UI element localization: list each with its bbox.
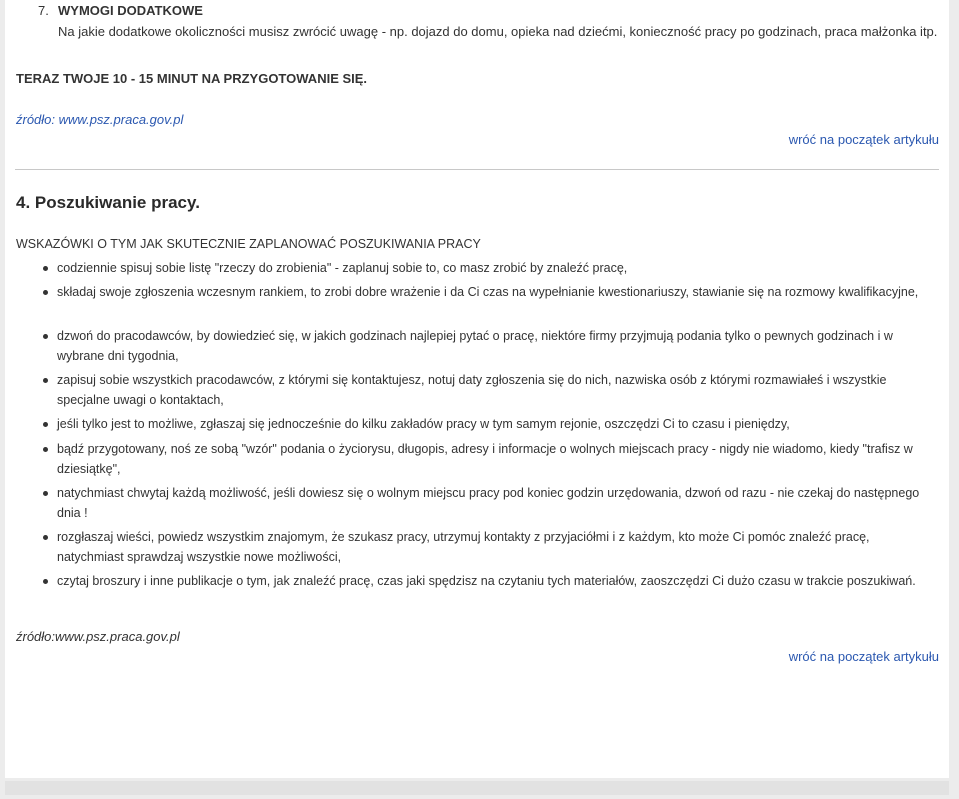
list-item — [57, 258, 927, 278]
bullet-icon — [43, 334, 48, 339]
section-divider — [15, 169, 939, 170]
tip-text: dzwoń do pracodawców, by dowiedzieć się, w jakich godzinach najlepiej pytać o pracę, niektóre firmy przyjmują podania tylko o pewnych godzinach i w wybrane dni tygodnia, — [57, 329, 893, 363]
list-number: 7. — [38, 3, 49, 18]
bullet-icon — [43, 447, 48, 452]
list-item — [57, 571, 927, 591]
tip-text: rozgłaszaj wieści, powiedz wszystkim znajomym, że szukasz pracy, utrzymuj kontakty z przyjaciółmi i z każdym, kto może Ci pomóc znaleźć pracę, natychmiast sprawdzaj wszystkie nowe możliwości, — [57, 530, 870, 564]
tip-text: jeśli tylko jest to możliwe, zgłaszaj się jednocześnie do kilku zakładów pracy w tym samym rejonie, oszczędzi Ci to czasu i pieniędzy, — [57, 417, 790, 431]
tip-text: składaj swoje zgłoszenia wczesnym rankiem, to zrobi dobre wrażenie i da Ci czas na wypełnianie kwestionariuszy, stawianie się na rozmowy kwalifikacyjne, — [57, 285, 919, 299]
preparation-note: TERAZ TWOJE 10 - 15 MINUT NA PRZYGOTOWANIE SIĘ. — [16, 71, 368, 86]
bullet-icon — [43, 491, 48, 496]
list-item — [57, 439, 927, 479]
bullet-icon — [43, 378, 48, 383]
list-item — [57, 527, 927, 567]
source-link[interactable]: źródło: www.psz.praca.gov.pl — [16, 112, 184, 127]
back-to-top-link[interactable]: wróć na początek artykułu — [788, 132, 939, 147]
tip-text: natychmiast chwytaj każdą możliwość, jeśli dowiesz się o wolnym miejscu pracy pod koniec godzin urzędowania, dzwoń od razu - nie czekaj do następnego dnia ! — [57, 486, 920, 520]
list-item-heading: WYMOGI DODATKOWE — [58, 3, 203, 18]
list-item-text: Na jakie dodatkowe okoliczności musisz zwrócić uwagę - np. dojazd do domu, opieka nad dziećmi, konieczność pracy po godzinach, praca małżonka itp. — [58, 24, 938, 39]
back-to-top-link[interactable]: wróć na początek artykułu — [788, 649, 939, 664]
section-subtitle: WSKAZÓWKI O TYM JAK SKUTECZNIE ZAPLANOWAĆ POSZUKIWANIA PRACY — [16, 237, 481, 251]
tip-text: zapisuj sobie wszystkich pracodawców, z którymi się kontaktujesz, notuj daty zgłoszenia się do nich, nazwiska osób z którymi rozmawiałeś i wszystkie specjalne uwagi o kontaktach, — [57, 373, 887, 407]
article-content — [5, 0, 949, 778]
bullet-icon — [43, 266, 48, 271]
bullet-icon — [43, 535, 48, 540]
bullet-icon — [43, 422, 48, 427]
tip-text: codziennie spisuj sobie listę "rzeczy do zrobienia" - zaplanuj sobie to, co masz zrobić by znaleźć pracę, — [57, 261, 628, 275]
list-item — [57, 282, 927, 302]
bottom-scroll-area — [5, 781, 949, 795]
tip-text: bądź przygotowany, noś ze sobą "wzór" podania o życiorysu, długopis, adresy i informacje o wolnych miejscach pracy - nigdy nie wiadomo, kiedy "trafisz w dziesiątkę", — [57, 442, 913, 476]
list-item — [57, 326, 927, 366]
bullet-icon — [43, 290, 48, 295]
list-item — [57, 414, 927, 434]
bullet-icon — [43, 579, 48, 584]
tip-text: czytaj broszury i inne publikacje o tym, jak znaleźć pracę, czas jaki spędzisz na czytaniu tych materiałów, zaoszczędzi Ci dużo czasu w trakcie poszukiwań. — [57, 574, 916, 588]
list-item — [57, 370, 927, 410]
source-note: źródło:www.psz.praca.gov.pl — [16, 629, 180, 644]
article-page — [5, 0, 949, 778]
list-item — [57, 483, 927, 523]
section-title: 4. Poszukiwanie pracy. — [16, 193, 200, 212]
